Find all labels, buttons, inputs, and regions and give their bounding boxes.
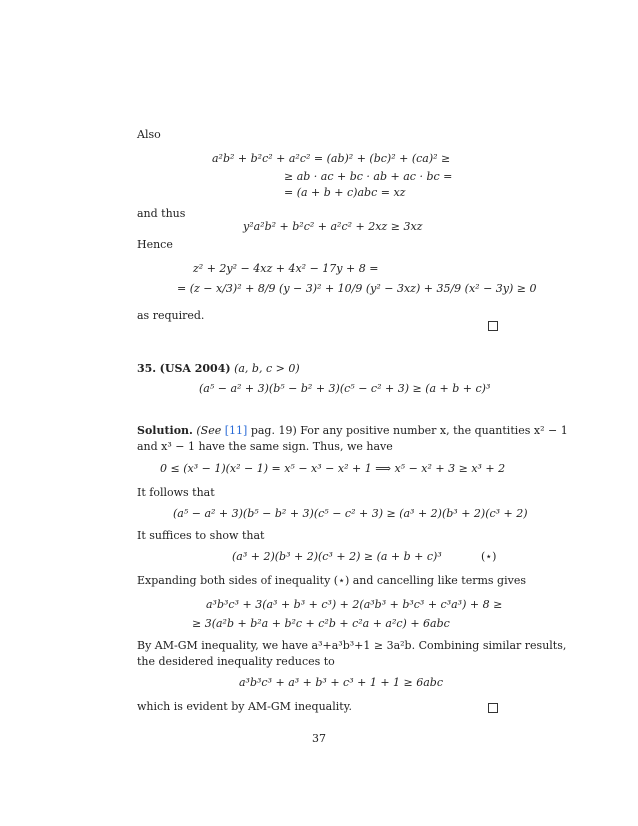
solution-text: pag. 19) For any positive number x, the quantities x² − 1 (247, 424, 568, 437)
text-it-suffices: It suffices to show that (137, 529, 265, 542)
text-evident: which is evident by AM-GM inequality. (137, 700, 352, 713)
text-also: Also (137, 128, 161, 141)
problem-condition: (a, b, c > 0) (234, 362, 300, 375)
solution-see: (See (196, 424, 225, 437)
equation-3-line-1: z² + 2y² − 4xz + 4x² − 17y + 8 = (193, 262, 379, 275)
text-expanding: Expanding both sides of inequality (⋆) and cancelling like terms gives (137, 574, 526, 587)
equation-9: a³b³c³ + a³ + b³ + c³ + 1 + 1 ≥ 6abc (239, 676, 443, 689)
text-amgm-line-2: the desidered inequality reduces to (137, 655, 335, 668)
problem-number: 35. (137, 362, 157, 375)
text-it-follows: It follows that (137, 486, 215, 499)
qed-box-2 (488, 703, 498, 713)
equation-2: y²a²b² + b²c² + a²c² + 2xz ≥ 3xz (243, 220, 423, 233)
qed-box-1 (488, 321, 498, 331)
solution-line-1 (137, 424, 568, 438)
equation-7: (a³ + 2)(b³ + 2)(c³ + 2) ≥ (a + b + c)³ (232, 550, 442, 563)
reference-link[interactable]: [11] (224, 424, 248, 437)
problem-source: (USA 2004) (159, 362, 231, 375)
equation-7-tag: (⋆) (481, 550, 497, 563)
text-and-thus: and thus (137, 207, 186, 220)
equation-6: (a⁵ − a² + 3)(b⁵ − b² + 3)(c⁵ − c² + 3) ≥ (a³ + 2)(b³ + 2)(c³ + 2) (173, 507, 528, 520)
text-amgm-line-1: By AM-GM inequality, we have a³+a³b³+1 ≥ 3a²b. Combining similar results, (137, 639, 567, 652)
equation-1-line-1: a²b² + b²c² + a²c² = (ab)² + (bc)² + (ca)² ≥ (212, 152, 451, 165)
solution-line-2: and x³ − 1 have the same sign. Thus, we have (137, 440, 393, 453)
problem-heading (137, 362, 300, 376)
equation-4: (a⁵ − a² + 3)(b⁵ − b² + 3)(c⁵ − c² + 3) ≥ (a + b + c)³ (199, 382, 491, 395)
text-as-required: as required. (137, 309, 205, 322)
equation-8-line-1: a³b³c³ + 3(a³ + b³ + c³) + 2(a³b³ + b³c³ + c³a³) + 8 ≥ (206, 598, 503, 611)
equation-1-line-3: = (a + b + c)abc = xz (284, 186, 406, 199)
equation-3-line-2: = (z − x/3)² + 8/9 (y − 3)² + 10/9 (y² − 3xz) + 35/9 (x² − 3y) ≥ 0 (177, 282, 537, 295)
page-number: 37 (312, 732, 326, 745)
equation-8-line-2: ≥ 3(a²b + b²a + b²c + c²b + c²a + a²c) + 6abc (192, 617, 450, 630)
solution-label: Solution. (137, 424, 193, 437)
text-hence: Hence (137, 238, 173, 251)
equation-1-line-2: ≥ ab · ac + bc · ab + ac · bc = (284, 170, 453, 183)
equation-5: 0 ≤ (x³ − 1)(x² − 1) = x⁵ − x³ − x² + 1 ⟹ x⁵ − x² + 3 ≥ x³ + 2 (160, 462, 506, 475)
